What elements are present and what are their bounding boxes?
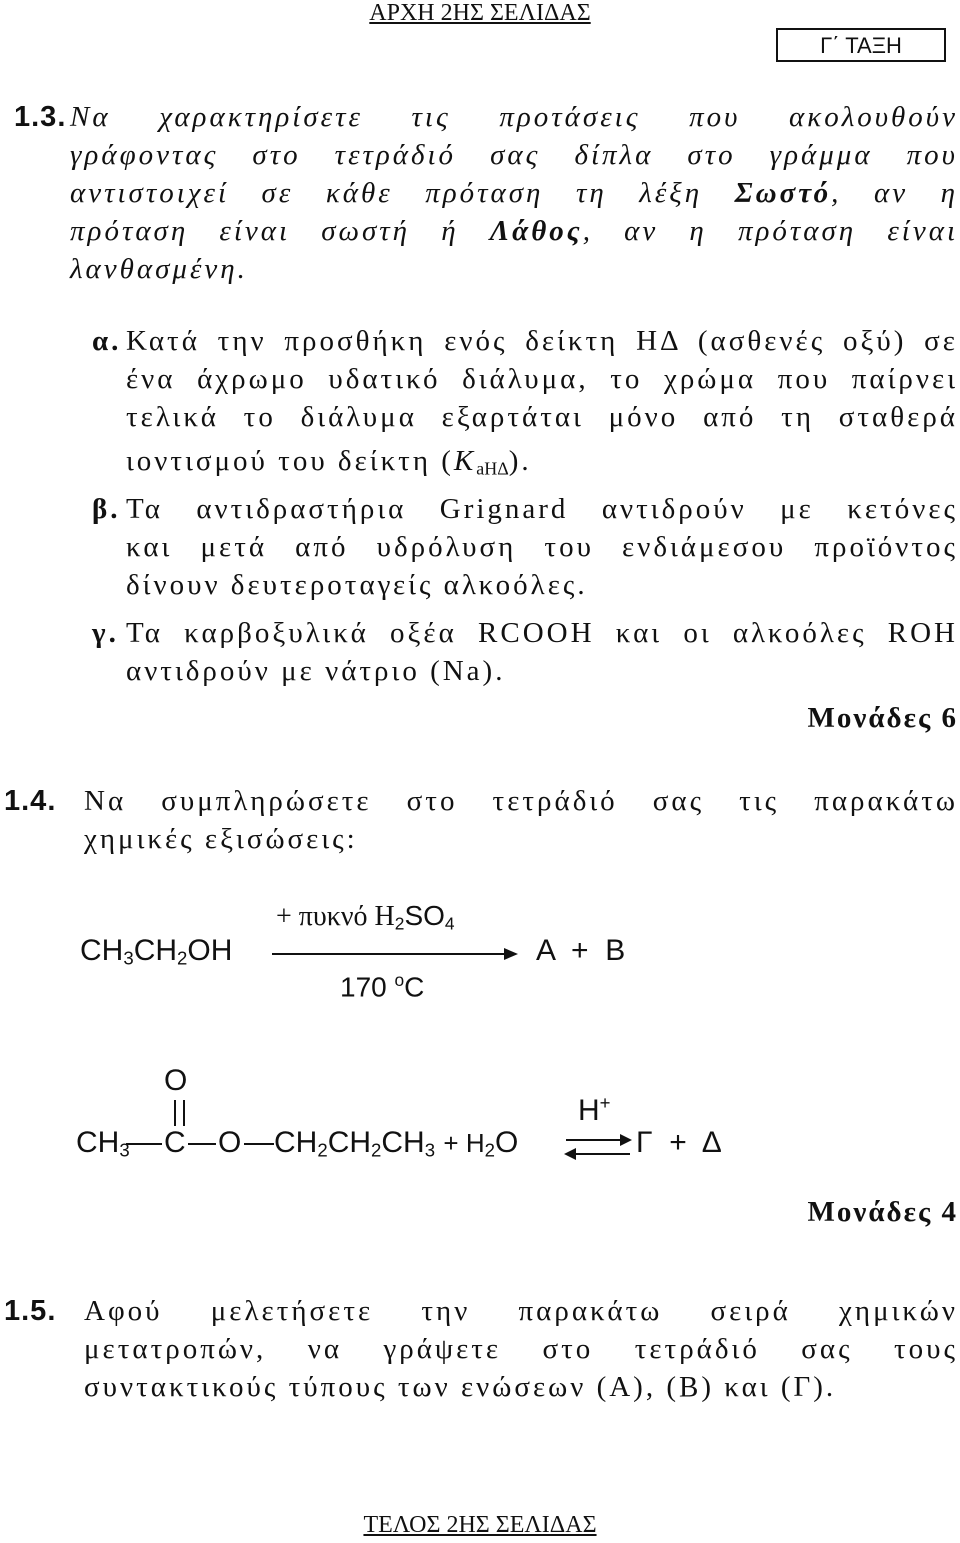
question-1-3-text	[70, 98, 958, 136]
eq2-products: Γ + Δ	[636, 1126, 722, 1159]
eq2-catalyst	[578, 1092, 611, 1128]
eq1-reagent-sub2: 2	[394, 913, 405, 934]
question-1-3-number: 1.3.	[14, 101, 67, 133]
q13-line-2: γράφοντας στο τετράδιό σας δίπλα στο γράμμα που	[70, 139, 958, 171]
item-b-label	[92, 490, 121, 528]
question-1-5-text	[84, 1292, 958, 1406]
single-bond-icon	[124, 1126, 164, 1166]
eq2-sub3: 3	[119, 1139, 130, 1161]
single-bond-icon	[242, 1126, 276, 1166]
eq1-arrow-icon	[270, 944, 520, 964]
eq2-sub3-c: 3	[424, 1139, 436, 1161]
eq2-water-h: + H	[443, 1128, 485, 1158]
eq1-products: Α + Β	[536, 934, 626, 967]
eq1-temp: 170	[340, 971, 395, 1003]
page-header: ΑΡΧΗ 2ΗΣ ΣΕΛΙΔΑΣ	[369, 0, 591, 26]
item-c-text	[126, 614, 958, 690]
eq1-r-sub2: 2	[177, 947, 188, 969]
question-1-4-number	[4, 782, 56, 820]
eq2-ch3	[76, 1126, 130, 1162]
eq1-below-arrow	[340, 970, 424, 1003]
item-c-line-1: Τα καρβοξυλικά οξέα RCOOH και οι αλκοόλες ROH	[126, 617, 958, 649]
eq2-ch-a: CH	[274, 1126, 318, 1159]
item-b-letter: β.	[92, 493, 121, 525]
q15-line-2: μετατροπών, να γράψετε στο τετράδιό σας τους	[84, 1333, 958, 1365]
item-a-line-1: Κατά την προσθήκη ενός δείκτη ΗΔ (ασθενές οξύ) σε	[126, 325, 958, 357]
single-bond-icon	[186, 1126, 218, 1166]
eq2-cat-h: H	[578, 1094, 600, 1128]
page-footer: ΤΕΛΟΣ 2ΗΣ ΣΕΛΙΔΑΣ	[363, 1512, 597, 1538]
eq1-reactant	[80, 934, 232, 970]
question-1-5-number	[4, 1292, 56, 1330]
q13-line-4-text: πρόταση είναι σωστή ή	[70, 215, 459, 247]
item-c-line-2: αντιδρούν με νάτριο (Na).	[126, 655, 506, 687]
eq1-reagent-so: SO	[404, 900, 445, 931]
marks-q14: Μονάδες 4	[807, 1196, 958, 1228]
item-a-line-3: τελικά το διάλυμα εξαρτάται μόνο από τη σταθερά	[126, 401, 958, 433]
eq2-ch-c: CH	[381, 1126, 425, 1159]
q13-line-3-text: αντιστοιχεί σε κάθε πρόταση τη λέξη	[70, 177, 703, 209]
equilibrium-arrow-icon	[562, 1130, 634, 1164]
eq1-r-ch2: CH	[133, 934, 178, 967]
q14-line-1: Να συμπληρώσετε στο τετράδιό σας τις παρακάτω	[84, 785, 958, 817]
eq2-ch-b: CH	[327, 1126, 372, 1159]
q15-line-1: Αφού μελετήσετε την παρακάτω σειρά χημικών	[84, 1295, 958, 1327]
item-a-line-4	[126, 442, 958, 487]
marks-q13: Μονάδες 6	[807, 702, 958, 734]
eq2-oxygen: O	[218, 1126, 242, 1159]
q13-line-4	[70, 212, 958, 250]
q14-num: 1.4.	[4, 785, 57, 817]
eq2-water-sub2: 2	[484, 1139, 495, 1161]
item-a-label	[92, 322, 121, 360]
q13-line-4-end: , αν η πρόταση είναι	[582, 215, 959, 247]
item-b-line-2: και μετά από υδρόλυση του ενδιάμεσου προϊόντος	[126, 531, 958, 563]
eq1-reagent: + πυκνό H	[276, 901, 395, 932]
eq2-cat-plus: +	[599, 1092, 611, 1113]
eq1-celsius: C	[404, 971, 425, 1003]
eq2-propyl-chain	[274, 1126, 518, 1162]
eq1-r-sub3: 3	[123, 947, 134, 969]
eq1-degree: o	[394, 970, 405, 990]
item-b-line-3: δίνουν δευτεροταγείς αλκοόλες.	[126, 569, 588, 601]
item-a-line-4-text: ιοντισμού του δείκτη (	[126, 445, 454, 477]
eq2-sub2-a: 2	[317, 1139, 328, 1161]
q13-block	[70, 136, 958, 288]
item-b-line-1: Τα αντιδραστήρια Grignard αντιδρούν με κετόνες	[126, 493, 958, 525]
ka-subscript: aΗΔ	[476, 458, 509, 479]
eq1-r-ch: CH	[80, 934, 124, 967]
eq2-water-o: O	[494, 1126, 519, 1159]
question-1-4-text	[84, 782, 958, 858]
word-wrong: Λάθος	[489, 215, 583, 247]
eq1-reagent-sub4: 4	[444, 913, 455, 934]
q13-line-1: Να χαρακτηρίσετε τις προτάσεις που ακολουθούν	[70, 101, 958, 133]
word-correct: Σωστό	[734, 177, 832, 209]
item-a-letter: α.	[92, 325, 122, 357]
q14-line-2: χημικές εξισώσεις:	[84, 823, 358, 855]
q13-line-5: λανθασμένη.	[70, 253, 248, 285]
q13-line-3-end: , αν η	[831, 177, 958, 209]
q15-num: 1.5.	[4, 1295, 57, 1327]
item-c-label	[92, 614, 119, 652]
eq2-carbonyl-oxygen: O	[164, 1064, 188, 1097]
eq2-ch: CH	[76, 1126, 120, 1159]
q13-line-3	[70, 174, 958, 212]
item-a-line-4-end: ).	[508, 445, 532, 477]
item-a-text	[126, 322, 958, 487]
eq1-r-oh: OH	[187, 934, 233, 967]
item-b-text	[126, 490, 958, 604]
double-bond-icon	[168, 1098, 192, 1128]
eq2-sub2-b: 2	[371, 1139, 382, 1161]
class-label-box: Γ΄ ΤΑΞΗ	[776, 28, 946, 62]
item-a-line-2: ένα άχρωμο υδατικό διάλυμα, το χρώμα που παίρνει	[126, 363, 958, 395]
item-c-letter: γ.	[92, 617, 119, 649]
eq2-carbon: C	[164, 1126, 186, 1159]
ka-symbol: K	[453, 445, 477, 477]
q15-line-3: συντακτικούς τύπους των ενώσεων (Α), (Β) και (Γ).	[84, 1371, 837, 1403]
eq1-above-arrow	[276, 900, 455, 934]
